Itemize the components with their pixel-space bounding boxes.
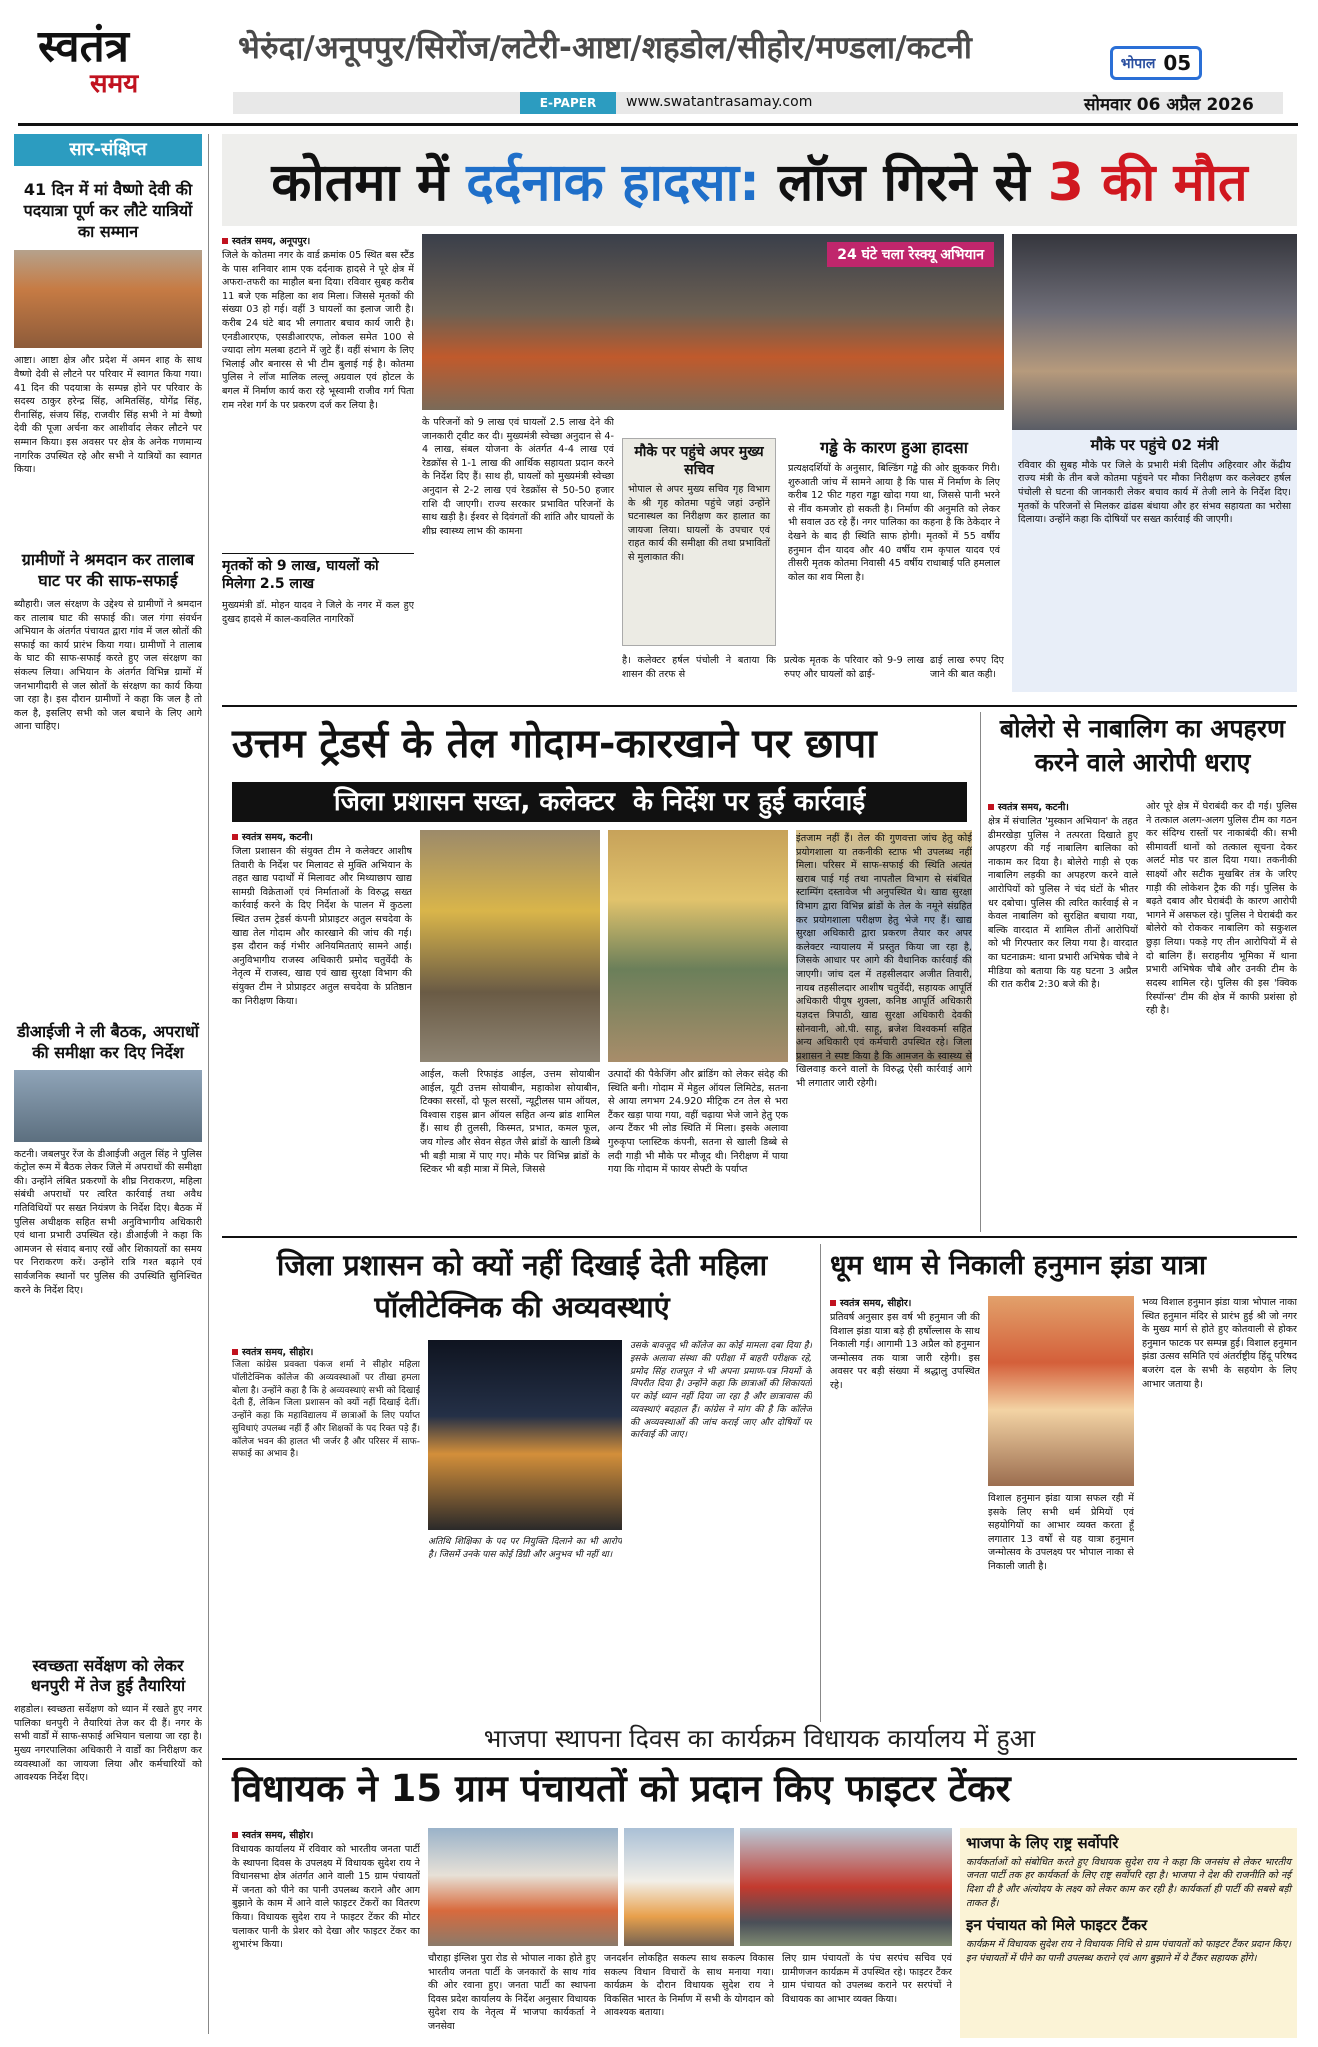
epaper-badge[interactable]: E-PAPER bbox=[520, 92, 616, 114]
bjp-col-3-text: जनदर्शन लोकहित सकल्प साथ सकल्प विकास सकल्प विधान विचारों के साथ मनाया गया। कार्यक्रम के दौरान विधायक सुदेश राय ने विकसित भारत के निर्माण में सभी के योगदान को आवश्यक बताया। bbox=[604, 1953, 774, 2019]
poly-col-2 bbox=[630, 1340, 812, 1720]
poly-col-1 bbox=[232, 1340, 420, 1720]
oil-subhead: जिला प्रशासन सख्त, कलेक्टर के निर्देश पर हुई कार्रवाई bbox=[232, 782, 967, 822]
oil-col-3-text: उत्पादों की पैकेजिंग और ब्रांडिंग को लेकर संदेह की स्थिति बनी। गोदाम में मेहुल ऑयल लिमिटेड, सतना से आया लगभग 24.920 मीट्रिक टन तेल से भरा टैंकर खड़ा पाया गया, वहीं चढ़ाया भेजे जाने हेतु एक अन्य टैंकर भी लोड स्थिति में मिला। इसके अलावा गुरुकृपा प्लास्टिक कंपनी, सतना से खाली डिब्बे से लदी गाड़ी भी मौके पर मौजूद थी। निरीक्षण में पाया गया कि गोदाम में फायर सेफ्टी के पर्याप्त bbox=[608, 1069, 788, 1176]
lead-box-cause bbox=[784, 438, 1004, 646]
vertical-divider-1 bbox=[980, 712, 981, 1232]
oil-byline: स्वतंत्र समय, कटनी। bbox=[232, 830, 412, 843]
poly-col-2-text: उसके बावजूद भी कॉलेज का कोई मामला दबा दिया है। इसके अलावा संस्था की परीक्षा में बाहरी परीक्षक रहे, प्रमोद सिंह राजपूत ने भी अपना प्रमाण-पत्र नियमों के विपरीत दिया है। उन्होंने कहा कि छात्राओं की शिकायतों पर कोई ध्यान नहीं दिया जा रहा है और छात्रावास की व्यवस्थाएं बदहाल हैं। कांग्रेस ने मांग की है कि कॉलेज की अव्यवस्थाओं की जांच कराई जाए और दोषियों पर कार्रवाई की जाए। bbox=[630, 1341, 812, 1441]
logo-top: स्वतंत्र bbox=[38, 21, 129, 72]
sidebar-story-1-body: आष्टा। आष्टा क्षेत्र और प्रदेश में अमन शाह के साथ वैष्णो देवी से लौटने पर परिवार में स्वागत किया गया। 41 दिन की पदयात्रा के सम्पन्न होने पर परिवार के सदस्य ठाकुर हरेन्द्र सिंह, अमितसिंह, योगेंद्र सिंह, रीनासिंह, संजय सिंह, राजवीर सिंह सभी ने मां वैष्णो देवी की पूजा अर्चना कर आशीर्वाद लेकर लौटने पर सम्मान किया। इस अवसर पर क्षेत्र के अनेक गणमान्य नागरिक उपस्थित रहे और सभी ने यात्रियों का स्वागत किया। bbox=[14, 355, 202, 476]
hanuman-headline: धूम धाम से निकाली हनुमान झंडा यात्रा bbox=[830, 1250, 1206, 1281]
lead-head-part3: लॉज गिरने से bbox=[759, 152, 1048, 213]
oil-headline: उत्तम ट्रेडर्स के तेल गोदाम-कारखाने पर छापा bbox=[232, 721, 877, 767]
lead-bottom-text-c: ढाई लाख रुपए दिए जाने की बात कही। bbox=[930, 655, 1004, 680]
bjp-photo-1 bbox=[428, 1828, 618, 1946]
oil-col-1-text: जिला प्रशासन की संयुक्त टीम ने कलेक्टर आशीष तिवारी के निर्देश पर मिलावट से मुक्ति अभियान के तहत खाद्य पदार्थों में मिलावट और मिथ्याछाप खाद्य सामग्री विक्रेताओं एवं निर्माताओं के विरुद्ध सख्त कार्रवाई करने के दिए निर्देश के पालन में कुठला स्थित उत्तम ट्रेडर्स कंपनी प्रोप्राइटर अतुल सचदेवा के खाद्य तेल गोदाम और कारखाने की जांच की गई। इस दौरान कई गंभीर अनियमितताएं सामने आईं। अनुविभागीय राजस्व अधिकारी प्रमोद चतुर्वेदी के नेतृत्व में राजस्व, खाद्य एवं खाद्य सुरक्षा विभाग की संयुक्त टीम ने प्रोप्राइटर अतुल सचदेवा के प्रतिष्ठान का निरीक्षण किया। bbox=[232, 846, 412, 1007]
hanuman-photo bbox=[988, 1296, 1134, 1486]
lead-box-cause-body: प्रत्यक्षदर्शियों के अनुसार, बिल्डिंग गड्ढे की ओर झुककर गिरी। शुरुआती जांच में सामने आया है कि पास में निर्माण के लिए करीब 12 फीट गहरा गड्ढा खोदा गया था, जिससे पानी भरने से नींव कमजोर हो सकती है। निर्माण की अनुमति को लेकर भी सवाल उठ रहे हैं। नगर पालिका का कहना है कि ठेकेदार ने देखने के बाद ही स्थिति साफ होगी। मृतकों में 55 वर्षीय हनुमान दीन यादव और 40 वर्षीय राम कृपाल यादव एवं तीसरी मृतक कोतमा निवासी 45 वर्षीय राधाबाई पति हमलाल कोल का शव मिला है। bbox=[788, 463, 1000, 583]
poly-headline: जिला प्रशासन को क्यों नहीं दिखाई देती महिला पॉलीटेक्निक की अव्यवस्थाएं bbox=[276, 1248, 768, 1325]
bjp-box-head: भाजपा के लिए राष्ट्र सर्वोपरि bbox=[966, 1834, 1119, 1852]
masthead bbox=[0, 0, 1318, 130]
edition-name: भोपाल bbox=[1120, 55, 1156, 72]
oil-photo-2 bbox=[608, 830, 788, 1062]
sidebar bbox=[14, 134, 202, 2034]
vertical-divider-2 bbox=[820, 1244, 821, 1722]
sidebar-story-1-headline: 41 दिन में मां वैष्णो देवी की पदयात्रा पूर्ण कर लौटे यात्रियों का सम्मान bbox=[23, 180, 193, 241]
lead-box-officer bbox=[622, 438, 776, 646]
lead-side-body: रविवार की सुबह मौके पर जिले के प्रभारी मंत्री दिलीप अहिरवार और केंद्रीय राज्य मंत्री के तीन बजे कोतमा पहुंचने पर मौका निरीक्षण कर कलेक्टर हर्षल पंचोली से घटना की जानकारी लेकर बचाव कार्य में तेजी लाने के निर्देश दिए। मृतकों के परिजनों से मिलकर ढांढस बंधाया और हर संभव सहायता का भरोसा दिलाया। उन्होंने कहा कि दोषियों पर सख्त कार्रवाई की जाएगी। bbox=[1018, 459, 1291, 526]
bjp-photo-2 bbox=[624, 1828, 734, 1946]
lead-box-cause-head: गड्ढे के कारण हुआ हादसा bbox=[820, 438, 968, 457]
mid-rule bbox=[222, 1236, 1297, 1238]
bjp-box-head-2: इन पंचायत को मिले फाइटर टैंकर bbox=[966, 1916, 1148, 1935]
bolero-col-1 bbox=[988, 800, 1138, 1230]
sidebar-story-4-body: शहडोल। स्वच्छता सर्वेक्षण को ध्यान में रखते हुए नगर पालिका धनपुरी ने तैयारियां तेज कर दी हैं। नगर के सभी वार्डों में साफ-सफाई अभियान चलाया जा रहा है। मुख्य नगरपालिका अधिकारी ने वार्डों का निरीक्षण कर व्यवस्थाओं का जायजा लिया और कर्मचारियों को आवश्यक निर्देश दिए। bbox=[14, 1704, 202, 1784]
lead-photo-rescue bbox=[422, 234, 1004, 410]
oil-col-1 bbox=[232, 830, 412, 1230]
cities-strip: भेरुंदा/अनूपपुर/सिरोंज/लटेरी-आष्टा/शहडोल/सीहोर/मण्डला/कटनी bbox=[238, 30, 973, 66]
bjp-photo-3 bbox=[740, 1828, 952, 1946]
bjp-box-body-2: कार्यक्रम में विधायक सुदेश राय ने विधायक निधि से ग्राम पंचायतों को फाइटर टैंकर प्रदान किए। इन पंचायतों में पीने का पानी उपलब्ध कराने एवं आग बुझाने में ये टैंकर सहायक होंगे। bbox=[966, 1938, 1291, 1964]
bjp-col-2-text: चौराहा इंग्लिश पुरा रोड से भोपाल नाका होते हुए भारतीय जनता पार्टी के जनकारों के साथ गांव की ओर रवाना हुए। जनता पार्टी का स्थापना दिवस प्रदेश कार्यालय के निर्देश अनुसार विधायक सुदेश राय के नेतृत्व में भाजपा कार्यकर्ता ने जनसेवा bbox=[428, 1953, 596, 2033]
bjp-kicker-rule bbox=[222, 1758, 1297, 1760]
lead-subhead: मृतकों को 9 लाख, घायलों को मिलेगा 2.5 लाख bbox=[222, 553, 414, 593]
lead-box-officer-head: मौके पर पहुंचे अपर मुख्य सचिव bbox=[634, 444, 764, 478]
lead-bottom-rule bbox=[222, 705, 1297, 707]
hanuman-col-2 bbox=[1142, 1296, 1297, 1716]
lead-col-1-text: जिले के कोतमा नगर के वार्ड क्रमांक 05 स्थित बस स्टैंड के पास शनिवार शाम एक दर्दनाक हादसे ने पूरे क्षेत्र में अफरा-तफरी का माहौल बना दिया। रविवार सुबह करीब 11 बजे एक महिला का शव मिला। जिससे मृतकों की संख्या 03 हो गई। वहीं 3 घायलों का इलाज जारी है। करीब 24 घंटे बाद भी लगातार बचाव कार्य जारी है। एनडीआरएफ, एसडीआरएफ, लोकल समेत 100 से ज्यादा लोग मलबा हटाने में जुटे हैं। वहीं संभाग के लिए भिलाई और बनारस से भी टीम बुलाई गई है। कोतमा पुलिस ने लॉज मालिक लल्लू अग्रवाल एवं होटल के बगल में निर्माण कार्य करा रहे भूस्वामी राजीव गर्ग पिता राम नरेश गर्ग के पर प्रकरण दर्ज कर लिया है। bbox=[222, 250, 414, 411]
sidebar-photo-3 bbox=[14, 1070, 202, 1142]
hanuman-col-1-text: प्रतिवर्ष अनुसार इस वर्ष भी हनुमान जी की विशाल झंडा यात्रा बड़े ही हर्षोल्लास के साथ निकाली गई। आगामी 13 अप्रैल को हनुमान जन्मोत्सव तक यात्रा जारी रहेगी। इस अवसर पर बड़ी संख्या में श्रद्धालु उपस्थित रहे। bbox=[830, 1312, 980, 1392]
oil-col-4 bbox=[796, 710, 972, 1228]
oil-photo-1 bbox=[420, 830, 600, 1062]
lead-col-2 bbox=[422, 416, 614, 660]
bolero-col-2 bbox=[1146, 800, 1297, 1230]
hanuman-photo-caption: विशाल हनुमान झंडा यात्रा सफल रही में इसके लिए सभी धर्म प्रेमियों एवं सहयोगियों का आभार व्यक्त करता हूँ लगातार 13 वर्षों से यह यात्रा हनुमान जन्मोत्सव के उपलक्ष्य पर भोपाल नाका से निकाली जाती है। bbox=[988, 1493, 1134, 1573]
bolero-headline: बोलेरो से नाबालिग का अपहरण करने वाले आरोपी धराए bbox=[999, 714, 1286, 777]
lead-head-part1: कोतमा में bbox=[271, 152, 467, 213]
poly-col-1-text: जिला कांग्रेस प्रवक्ता पंकज शर्मा ने सीहोर महिला पॉलीटेक्निक कॉलेज की अव्यवस्थाओं पर तीखा हमला बोला है। उन्होंने कहा है कि हे अव्यवस्थाएं सभी को दिखाई देती हैं, लेकिन जिला प्रशासन को क्यों नहीं दिखाई देतीं। उन्होंने कहा कि महाविद्यालय में छात्राओं के लिए पर्याप्त सुविधाएं उपलब्ध नहीं हैं और शिक्षकों के पद रिक्त पड़े हैं। कॉलेज भवन की हालत भी जर्जर है और परिसर में साफ-सफाई का अभाव है। bbox=[232, 1360, 420, 1460]
bjp-headline: विधायक ने 15 ग्राम पंचायतों को प्रदान किए फाइटर टेंकर bbox=[232, 1767, 1011, 1810]
masthead-rule bbox=[18, 123, 1298, 126]
oil-col-2 bbox=[420, 1068, 600, 1228]
lead-head-part4: 3 की मौत bbox=[1047, 152, 1248, 213]
poly-photo bbox=[428, 1340, 622, 1530]
poly-photo-caption: अतिथि शिक्षिका के पद पर नियुक्ति दिलाने का भी आरोप है। जिसमें उनके पास कोई डिग्री और अनुभव भी नहीं था। bbox=[428, 1537, 622, 1560]
lead-headline bbox=[222, 134, 1297, 226]
oil-col-2-text: आईल, कली रिफाइंड आईल, उत्तम सोयाबीन आईल, यूटी उत्तम सोयाबीन, महाकोश सोयाबीन, टिक्का सरसों, दो फूल सरसों, न्यूट्रीलस पाम ऑयल, विश्वास राइस ब्रान ऑयल सहित अन्य ब्रांड शामिल हैं। साथ ही तुलसी, किस्मत, प्रभात, कमल फूल, जय गोल्ड और सेवन सेहत जैसे ब्रांडों के खाली डिब्बे भी बड़ी मात्रा में पाए गए। मौके पर विभिन्न ब्रांडों के स्टिकर भी बड़ी मात्रा में मिले, जिससे bbox=[420, 1069, 600, 1176]
lead-byline: स्वतंत्र समय, अनूपपुर। bbox=[222, 234, 414, 247]
lead-photo-ministers bbox=[1012, 234, 1297, 430]
sidebar-story-4-headline: स्वच्छता सर्वेक्षण को लेकर धनपुरी में तेज हुई तैयारियां bbox=[30, 1655, 186, 1696]
logo[interactable] bbox=[38, 21, 206, 106]
logo-bottom: समय bbox=[90, 69, 139, 99]
bjp-box-body: कार्यकर्ताओं को संबोधित करते हुए विधायक सुदेश राय ने कहा कि जनसंघ से लेकर भारतीय जनता पार्टी तक हर कार्यकर्ता के लिए राष्ट्र सर्वोपरि रहा है। भाजपा ने देश की राजनीति को नई दिशा दी है और अंत्योदय के लक्ष्य को लेकर काम कर रही है। कार्यकर्ता ही पार्टी की सबसे बड़ी ताकत हैं। bbox=[966, 1856, 1291, 1909]
bjp-byline: स्वतंत्र समय, सीहोर। bbox=[232, 1828, 420, 1841]
lead-photo-caption: 24 घंटे चला रेस्क्यू अभियान bbox=[827, 242, 994, 267]
bjp-col-3 bbox=[604, 1952, 774, 2038]
lead-bottom-text-b: प्रत्येक मृतक के परिवार को 9-9 लाख रुपए और घायलों को ढाई- bbox=[784, 655, 924, 680]
sidebar-story-2-body: ब्यौहारी। जल संरक्षण के उद्देश्य से ग्रामीणों ने श्रमदान कर तालाब घाट की सफाई की। जल गंगा संवर्धन अभियान के अंतर्गत पंचायत द्वारा गांव में जल स्रोतों की सफाई का कार्य प्रारंभ किया गया। ग्रामीणों ने तालाब के घाट की साफ-सफाई करते हुए जल संरक्षण का संकल्प लिया। अभियान के अंतर्गत विभिन्न ग्रामों में जनभागीदारी से जल स्रोतों के संरक्षण का कार्य किया जा रहा है। इस दौरान ग्रामीणों ने कहा कि जल है तो कल है, इसलिए सभी को जल बचाने के लिए आगे आना चाहिए। bbox=[14, 598, 202, 733]
issue-date: सोमवार 06 अप्रैल 2026 bbox=[1084, 95, 1254, 115]
bjp-col-1-text: विधायक कार्यालय में रविवार को भारतीय जनता पार्टी के स्थापना दिवस के उपलक्ष्य में विधायक सुदेश राय ने विधानसभा क्षेत्र अंतर्गत आने वाली 15 ग्राम पंचायतों में जनता को पीने का पानी उपलब्ध कराने और आग बुझाने के काम में आने वाले फाइटर टेंकरों का वितरण किया। विधायक सुदेश राय ने फाइटर टेंकर की मोटर चलाकर पानी के प्रेशर को देखा और फाइटर टेंकर का शुभारंभ किया। bbox=[232, 1844, 420, 1951]
lead-side-head: मौके पर पहुंचे 02 मंत्री bbox=[1090, 436, 1219, 454]
sidebar-story-3-headline: डीआईजी ने ली बैठक, अपराधों की समीक्षा कर दिए निर्देश bbox=[17, 1021, 199, 1062]
lead-head-part2: दर्दनाक हादसा: bbox=[466, 152, 760, 213]
lead-bottom-text-a: है। कलेक्टर हर्षल पंचोली ने बताया कि शासन की तरफ से bbox=[622, 655, 776, 680]
lead-col-1b-text: मुख्यमंत्री डॉ. मोहन यादव ने जिले के नगर में कल हुए दुखद हादसे में काल-कवलित नागरिकों bbox=[222, 600, 414, 625]
bjp-col-1 bbox=[232, 1828, 420, 2038]
sidebar-divider bbox=[208, 134, 209, 2034]
bolero-col-1-text: क्षेत्र में संचालित 'मुस्कान अभियान' के तहत ढीमरखेड़ा पुलिस ने तत्परता दिखाते हुए अपहरण की गई नाबालिग बालिका को नाकाम कर दिया है। बोलेरो गाड़ी से एक नाबालिग लड़की का अपहरण करने वाले आरोपियों को पुलिस ने चंद घंटों के भीतर धर दबोचा। पुलिस की त्वरित कार्रवाई से न केवल नाबालिग को सुरक्षित बचाया गया, बल्कि वारदात में शामिल तीनों आरोपियों को भी गिरफ्तार कर लिया गया है। वारदात का घटनाक्रम: थाना प्रभारी अभिषेक चौबे ने मीडिया को बताया कि यह घटना 3 अप्रैल की रात करीब 2:30 बजे की है। bbox=[988, 816, 1138, 991]
oil-col-4-text: इंतजाम नहीं हैं। तेल की गुणवत्ता जांच हेतु कोई प्रयोगशाला या तकनीकी स्टाफ भी उपलब्ध नहीं मिला। परिसर में साफ-सफाई की स्थिति अत्यंत खराब पाई गई तथा नापतौल विभाग से संबंधित स्टाम्पिंग दस्तावेज भी अनुपस्थित थे। खाद्य सुरक्षा विभाग द्वारा विभिन्न ब्रांडों के तेल के नमूने संग्रहित कर प्रयोगशाला परीक्षण हेतु भेजे गए हैं। खाद्य सुरक्षा अधिकारी द्वारा प्रकरण तैयार कर अपर कलेक्टर न्यायालय में प्रस्तुत किया जा रहा है, जिसके आधार पर आगे की वैधानिक कार्रवाई की जाएगी। जांच दल में तहसीलदार अजीत तिवारी, नायब तहसीलदार आशीष चतुर्वेदी, सहायक आपूर्ति अधिकारी पीयूष शुक्ला, कनिष्ठ आपूर्ति अधिकारी यज्ञदत्त त्रिपाठी, खाद्य सुरक्षा अधिकारी देवकी सोनवानी, ओ.पी. साहू, ब्रजेश विश्वकर्मा सहित अन्य अधिकारी एवं कर्मचारी उपस्थित रहे। जिला प्रशासन ने स्पष्ट किया है कि आमजन के स्वास्थ्य से खिलवाड़ करने वालों के विरुद्ध ऐसी कार्रवाई आगे भी लगातार जारी रहेगी। bbox=[796, 833, 972, 1089]
bjp-col-2 bbox=[428, 1952, 596, 2038]
edition-box bbox=[1110, 46, 1202, 80]
lead-col-2-text: के परिजनों को 9 लाख एवं घायलों 2.5 लाख देने की जानकारी ट्वीट कर दी। मुख्यमंत्री स्वेच्छा अनुदान से 4-4 लाख, संबल योजना के अंतर्गत 4-4 लाख एवं रेडक्रॉस से 1-1 लाख की आर्थिक सहायता प्रदान करने के निर्देश दिए हैं। साथ ही, घायलों को मुख्यमंत्री स्वेच्छा अनुदान से 2-2 लाख एवं रेडक्रॉस से 50-50 हजार राशि दी जाएगी। राज्य सरकार प्रभावित परिजनों के साथ खड़ी है। ईश्वर से दिवंगतों की शांति और घायलों के शीघ्र स्वास्थ्य लाभ की कामना bbox=[422, 417, 614, 537]
lead-col-1 bbox=[222, 234, 414, 704]
sidebar-photo-1 bbox=[14, 250, 202, 348]
website-link[interactable]: www.swatantrasamay.com bbox=[626, 94, 813, 110]
sidebar-header: सार-संक्षिप्त bbox=[14, 134, 202, 166]
sidebar-story-2-headline: ग्रामीणों ने श्रमदान कर तालाब घाट पर की साफ-सफाई bbox=[21, 550, 195, 591]
lead-side-ministers bbox=[1012, 430, 1297, 692]
oil-col-3 bbox=[608, 1068, 788, 1228]
hanuman-col-2-text: भव्य विशाल हनुमान झंडा यात्रा भोपाल नाका स्थित हनुमान मंदिर से प्रारंभ हुई श्री जो नगर के मुख्य मार्ग से होते हुए कोतवाली से होकर हनुमान फाटक पर सम्पन्न हुई। विशाल हनुमान झंडा उत्सव समिति एवं अंतर्राष्ट्रीय हिंदू परिषद बजरंग दल के सभी के सहयोग के लिए आभार जताया है। bbox=[1142, 1297, 1297, 1390]
lead-box-officer-body: भोपाल से अपर मुख्य सचिव गृह विभाग के श्री गृह कोतमा पहुंचे जहां उन्होंने घटनास्थल का निरीक्षण कर हालात का जायजा लिया। घायलों के उपचार एवं राहत कार्य की समीक्षा की तथा प्रभावितों से मुलाकात की। bbox=[628, 484, 770, 564]
hanuman-col-1 bbox=[830, 1296, 980, 1716]
bolero-col-2-text: ओर पूरे क्षेत्र में घेराबंदी कर दी गई। पुलिस ने तत्काल अलग-अलग पुलिस टीम का गठन कर संदिग्ध रास्तों पर नाकाबंदी की। सभी सीमावर्ती थानों को तत्काल सूचना देकर अलर्ट मोड पर डाल दिया गया। तकनीकी साक्ष्यों और सटीक मुखबिर तंत्र के जरिए गाड़ी की लोकेशन ट्रैक की गई। पुलिस के बढ़ते दबाव और घेराबंदी के कारण आरोपी भागने में असफल रहे। पुलिस ने घेराबंदी कर बोलेरो को रोककर नाबालिग को सकुशल छुड़ा लिया। पकड़े गए तीन आरोपियों में से दो बालिग हैं। सराहनीय भूमिका में थाना प्रभारी अभिषेक चौबे और उनकी टीम के सदस्य शामिल रहे। पुलिस की इस 'क्विक रिस्पॉन्स' टीम की क्षेत्र में काफी प्रशंसा हो रही है। bbox=[1146, 801, 1297, 1017]
bjp-col-4 bbox=[782, 1952, 952, 2038]
bjp-col-4-text: लिए ग्राम पंचायतों के पंच सरपंच सचिव एवं ग्रामीणजन कार्यक्रम में उपस्थित रहे। फाइटर टैंकर ग्राम पंचायत को उपलब्ध कराने पर सरपंचों ने विधायक का आभार व्यक्त किया। bbox=[782, 1953, 952, 2005]
bjp-kicker: भाजपा स्थापना दिवस का कार्यक्रम विधायक कार्यालय में हुआ bbox=[483, 1724, 1036, 1753]
page-number: 05 bbox=[1163, 51, 1192, 75]
hanuman-byline: स्वतंत्र समय, सीहोर। bbox=[830, 1296, 980, 1309]
poly-byline: स्वतंत्र समय, सीहोर। bbox=[232, 1347, 313, 1358]
bolero-byline: स्वतंत्र समय, कटनी। bbox=[988, 800, 1138, 813]
sidebar-story-3-body: कटनी। जबलपुर रेंज के डीआईजी अतुल सिंह ने पुलिस कंट्रोल रूम में बैठक लेकर जिले में अपराधों की समीक्षा की। उन्होंने लंबित प्रकरणों के शीघ्र निराकरण, महिला संबंधी अपराधों पर त्वरित कार्रवाई तथा अवैध गतिविधियों पर सख्त नियंत्रण के निर्देश दिए। बैठक में पुलिस अधीक्षक सहित सभी अनुविभागीय अधिकारी एवं थाना प्रभारी उपस्थित रहे। डीआईजी ने कहा कि आमजन से संवाद बनाए रखें और शिकायतों का समय पर निराकरण करें। उन्होंने रात्रि गश्त बढ़ाने एवं सार्वजनिक स्थानों पर पुलिस की उपस्थिति सुनिश्चित करने के निर्देश दिए। bbox=[14, 1148, 202, 1296]
bjp-side-box bbox=[960, 1828, 1297, 2038]
